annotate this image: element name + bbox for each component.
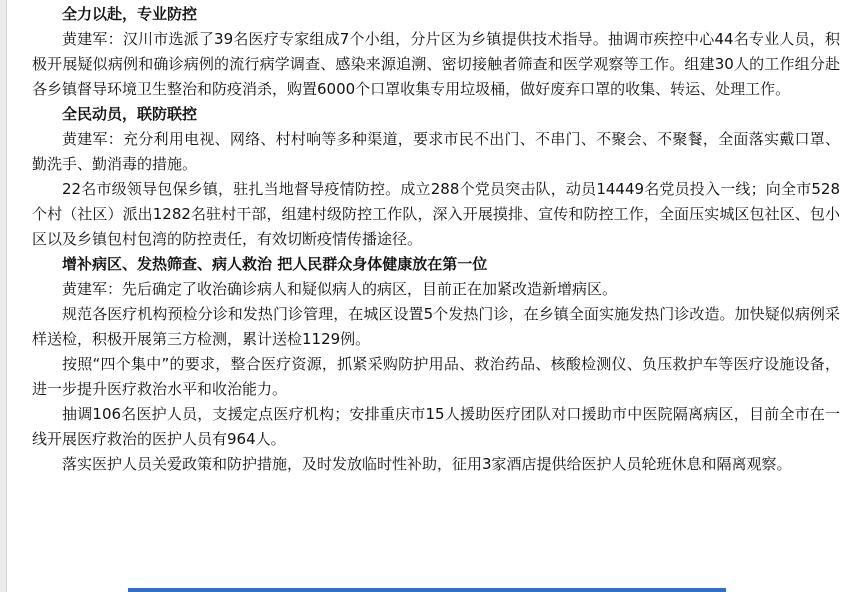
paragraph-expert-teams: 黄建军：汉川市选派了39名医疗专家组成7个小组，分片区为乡镇提供技术指导。抽调市疾控中心44名专业人员，积极开展疑似病例和确诊病例的流行病学调查、感染来源追溯、密切接触者筛查和医学观察等工作。组建30人的工作组分赴各乡镇督导环境卫生整治和防疫消杀，购置6000个口罩收集专用垃圾桶，做好废弃口罩的收集、转运、处理工作。 [32, 30, 840, 98]
bottom-accent-bar [128, 588, 726, 592]
section-heading-mobilization: 全民动员，联防联控 [62, 105, 198, 123]
paragraph-public-channels: 黄建军：充分利用电视、网络、村村响等多种渠道，要求市民不出门、不串门、不聚会、不聚餐，全面落实戴口罩、勤洗手、勤消毒的措施。 [32, 130, 840, 173]
left-margin-rule [0, 0, 7, 592]
section-heading-prevention: 全力以赴，专业防控 [62, 5, 198, 23]
article-body [32, 2, 840, 477]
paragraph-fever-clinics: 规范各医疗机构预检分诊和发热门诊管理，在城区设置5个发热门诊，在乡镇全面实施发热门诊改造。加快疑似病例采样送检，积极开展第三方检测，累计送检1129例。 [32, 305, 840, 348]
paragraph-party-members: 22名市级领导包保乡镇，驻扎当地督导疫情防控。成立288个党员突击队，动员14449名党员投入一线；向全市528个村（社区）派出1282名驻村干部，组建村级防控工作队，深入开展摸排、宣传和防控工作，全面压实城区包社区、包小区以及乡镇包村包湾的防控责任，有效切断疫情传播途径。 [32, 180, 840, 248]
paragraph-wards: 黄建军：先后确定了收治确诊病人和疑似病人的病区，目前正在加紧改造新增病区。 [62, 280, 618, 298]
paragraph-medical-staff: 抽调106名医护人员，支援定点医疗机构；安排重庆市15人援助医疗团队对口援助市中医院隔离病区，目前全市在一线开展医疗救治的医护人员有964人。 [32, 405, 840, 448]
paragraph-staff-care: 落实医护人员关爱政策和防护措施，及时发放临时性补助，征用3家酒店提供给医护人员轮班休息和隔离观察。 [62, 455, 792, 473]
paragraph-medical-resources: 按照“四个集中”的要求，整合医疗资源，抓紧采购防护用品、救治药品、核酸检测仪、负压救护车等医疗设施设备，进一步提升医疗救治水平和收治能力。 [32, 355, 840, 398]
section-heading-treatment: 增补病区、发热筛查、病人救治 把人民群众身体健康放在第一位 [62, 255, 488, 273]
